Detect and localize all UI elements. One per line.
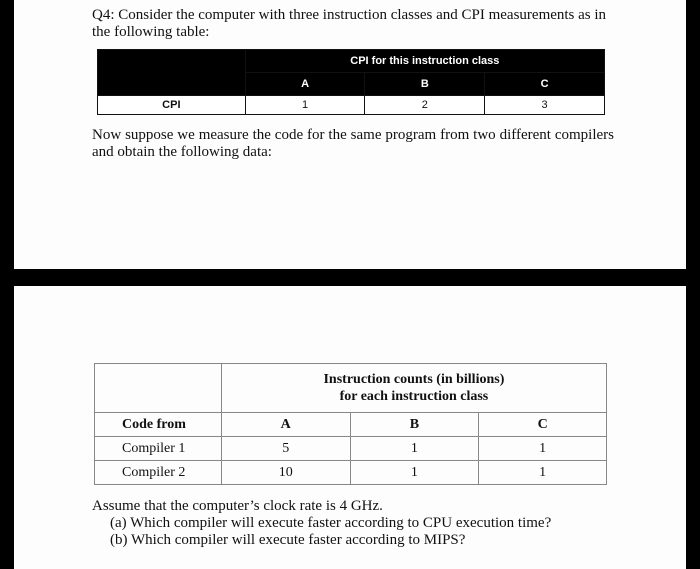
count-header-line1: Instruction counts (in billions) <box>323 372 505 387</box>
count-class-b: B <box>350 413 479 437</box>
count-table-header <box>221 364 606 413</box>
intro2-text: Now suppose we measure the code for the same program from two different compilers and obtain the following data: <box>92 127 614 160</box>
cpi-table <box>97 49 605 115</box>
cpi-value-a: 1 <box>245 96 365 115</box>
count-value: 10 <box>221 461 350 485</box>
count-class-a: A <box>221 413 350 437</box>
code-from-label: Code from <box>95 413 222 437</box>
cpi-table-corner <box>98 50 246 96</box>
count-value: 5 <box>221 437 350 461</box>
cpi-class-c: C <box>485 73 605 96</box>
compiler-name: Compiler 1 <box>95 437 222 461</box>
count-header-line2: for each instruction class <box>339 389 489 404</box>
sub-question-b: (b) Which compiler will execute faster according to MIPS? <box>110 532 466 548</box>
sub-question-a: (a) Which compiler will execute faster according to CPU execution time? <box>110 515 552 531</box>
question-panel-bottom <box>14 286 686 569</box>
compiler-name: Compiler 2 <box>95 461 222 485</box>
table-row <box>95 437 607 461</box>
cpi-value-c: 3 <box>485 96 605 115</box>
cpi-value-b: 2 <box>365 96 485 115</box>
count-value: 1 <box>479 461 607 485</box>
cpi-row-label: CPI <box>98 96 246 115</box>
count-value: 1 <box>479 437 607 461</box>
question-text: Q4: Consider the computer with three instruction classes and CPI measurements as in the following table: <box>92 7 607 40</box>
count-value: 1 <box>350 437 479 461</box>
cpi-class-b: B <box>365 73 485 96</box>
table-row <box>95 461 607 485</box>
count-class-c: C <box>479 413 607 437</box>
assumption-text: Assume that the computer’s clock rate is 4 GHz. <box>92 498 383 514</box>
cpi-class-a: A <box>245 73 365 96</box>
count-table-corner <box>95 364 222 413</box>
question-panel-top <box>14 0 686 269</box>
count-value: 1 <box>350 461 479 485</box>
instruction-count-table <box>94 363 607 485</box>
cpi-table-header: CPI for this instruction class <box>245 50 604 73</box>
